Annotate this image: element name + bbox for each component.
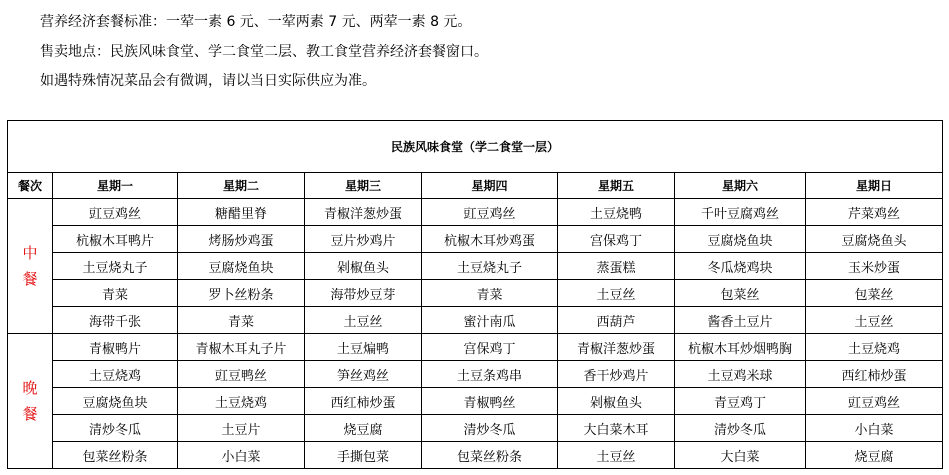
dish-cell: 土豆烧鸭 xyxy=(558,199,675,226)
table-row xyxy=(8,334,943,361)
dish-cell: 清炒冬瓜 xyxy=(422,415,558,442)
dish-cell: 青椒洋葱炒蛋 xyxy=(558,334,675,361)
day-header: 星期四 xyxy=(422,173,558,199)
dish-cell: 小白菜 xyxy=(806,415,943,442)
table-row xyxy=(8,280,943,307)
dish-cell: 芹菜鸡丝 xyxy=(806,199,943,226)
meal-label-char: 晚 xyxy=(22,379,38,397)
dish-cell: 手撕包菜 xyxy=(305,442,422,469)
table-title: 民族风味食堂（学二食堂一层） xyxy=(8,121,943,173)
dish-cell: 豆腐烧鱼块 xyxy=(178,253,305,280)
dish-cell: 豇豆鸭丝 xyxy=(178,361,305,388)
dish-cell: 杭椒木耳炒鸡蛋 xyxy=(422,226,558,253)
dish-cell: 西红柿炒蛋 xyxy=(305,388,422,415)
dish-cell: 烧豆腐 xyxy=(305,415,422,442)
dish-cell: 大白菜 xyxy=(675,442,806,469)
dish-cell: 罗卜丝粉条 xyxy=(178,280,305,307)
dish-cell: 西红柿炒蛋 xyxy=(806,361,943,388)
table-row xyxy=(8,307,943,334)
meal-column-header: 餐次 xyxy=(8,173,53,199)
table-row xyxy=(8,388,943,415)
dish-cell: 土豆烧鸡 xyxy=(178,388,305,415)
notice-line: 如遇特殊情况菜品会有微调，请以当日实际供应为准。 xyxy=(40,73,376,89)
meal-label-char: 中 xyxy=(22,244,38,262)
dish-cell: 冬瓜烧鸡块 xyxy=(675,253,806,280)
dish-cell: 烤肠炒鸡蛋 xyxy=(178,226,305,253)
dish-cell: 清炒冬瓜 xyxy=(675,415,806,442)
meal-label-char: 餐 xyxy=(22,405,38,423)
dish-cell: 豇豆鸡丝 xyxy=(53,199,178,226)
dish-cell: 豆腐烧鱼块 xyxy=(675,226,806,253)
dish-cell: 蒸蛋糕 xyxy=(558,253,675,280)
dish-cell: 青椒洋葱炒蛋 xyxy=(305,199,422,226)
table-row xyxy=(8,415,943,442)
day-header: 星期日 xyxy=(806,173,943,199)
table-row xyxy=(8,442,943,469)
dish-cell: 土豆条鸡串 xyxy=(422,361,558,388)
dish-cell: 土豆烧丸子 xyxy=(53,253,178,280)
dish-cell: 香干炒鸡片 xyxy=(558,361,675,388)
day-header: 星期三 xyxy=(305,173,422,199)
dish-cell: 剁椒鱼头 xyxy=(558,388,675,415)
meal-label xyxy=(8,199,53,334)
day-header: 星期一 xyxy=(53,173,178,199)
dish-cell: 糖醋里脊 xyxy=(178,199,305,226)
dish-cell: 海带炒豆芽 xyxy=(305,280,422,307)
dish-cell: 土豆烧鸡 xyxy=(806,334,943,361)
weekly-menu-table xyxy=(7,120,943,469)
dish-cell: 豇豆鸡丝 xyxy=(422,199,558,226)
dish-cell: 杭椒木耳炒烟鸭胸 xyxy=(675,334,806,361)
table-row xyxy=(8,253,943,280)
dish-cell: 包菜丝 xyxy=(806,280,943,307)
meal-label xyxy=(8,334,53,469)
dish-cell: 土豆丝 xyxy=(558,280,675,307)
dish-cell: 西葫芦 xyxy=(558,307,675,334)
dish-cell: 包菜丝 xyxy=(675,280,806,307)
dish-cell: 剁椒鱼头 xyxy=(305,253,422,280)
dish-cell: 青椒鸭丝 xyxy=(422,388,558,415)
dish-cell: 土豆丝 xyxy=(558,442,675,469)
dish-cell: 豆腐烧鱼头 xyxy=(806,226,943,253)
table-row xyxy=(8,361,943,388)
dish-cell: 杭椒木耳鸭片 xyxy=(53,226,178,253)
dish-cell: 酱香土豆片 xyxy=(675,307,806,334)
price-standard-line: 营养经济套餐标准：一荤一素 6 元、一荤两素 7 元、两荤一素 8 元。 xyxy=(40,14,472,30)
dish-cell: 宫保鸡丁 xyxy=(422,334,558,361)
table-row xyxy=(8,199,943,226)
dish-cell: 玉米炒蛋 xyxy=(806,253,943,280)
dish-cell: 包菜丝粉条 xyxy=(53,442,178,469)
intro-text xyxy=(40,8,488,97)
dish-cell: 青豆鸡丁 xyxy=(675,388,806,415)
dish-cell: 青菜 xyxy=(178,307,305,334)
day-header: 星期二 xyxy=(178,173,305,199)
sale-location-line: 售卖地点：民族风味食堂、学二食堂二层、教工食堂营养经济套餐窗口。 xyxy=(40,43,488,60)
meal-label-char: 餐 xyxy=(22,270,38,288)
dish-cell: 土豆片 xyxy=(178,415,305,442)
dish-cell: 青菜 xyxy=(53,280,178,307)
dish-cell: 宫保鸡丁 xyxy=(558,226,675,253)
dish-cell: 青椒鸭片 xyxy=(53,334,178,361)
dish-cell: 烧豆腐 xyxy=(806,442,943,469)
dish-cell: 海带千张 xyxy=(53,307,178,334)
dish-cell: 土豆烧丸子 xyxy=(422,253,558,280)
dish-cell: 青椒木耳丸子片 xyxy=(178,334,305,361)
dish-cell: 蜜汁南瓜 xyxy=(422,307,558,334)
dish-cell: 土豆鸡米球 xyxy=(675,361,806,388)
day-header: 星期五 xyxy=(558,173,675,199)
dish-cell: 清炒冬瓜 xyxy=(53,415,178,442)
dish-cell: 青菜 xyxy=(422,280,558,307)
day-header: 星期六 xyxy=(675,173,806,199)
dish-cell: 土豆煸鸭 xyxy=(305,334,422,361)
dish-cell: 土豆烧鸡 xyxy=(53,361,178,388)
dish-cell: 大白菜木耳 xyxy=(558,415,675,442)
dish-cell: 豆片炒鸡片 xyxy=(305,226,422,253)
dish-cell: 笋丝鸡丝 xyxy=(305,361,422,388)
dish-cell: 千叶豆腐鸡丝 xyxy=(675,199,806,226)
table-row xyxy=(8,226,943,253)
dish-cell: 土豆丝 xyxy=(806,307,943,334)
dish-cell: 豇豆鸡丝 xyxy=(806,388,943,415)
dish-cell: 小白菜 xyxy=(178,442,305,469)
dish-cell: 豆腐烧鱼块 xyxy=(53,388,178,415)
dish-cell: 土豆丝 xyxy=(305,307,422,334)
dish-cell: 包菜丝粉条 xyxy=(422,442,558,469)
